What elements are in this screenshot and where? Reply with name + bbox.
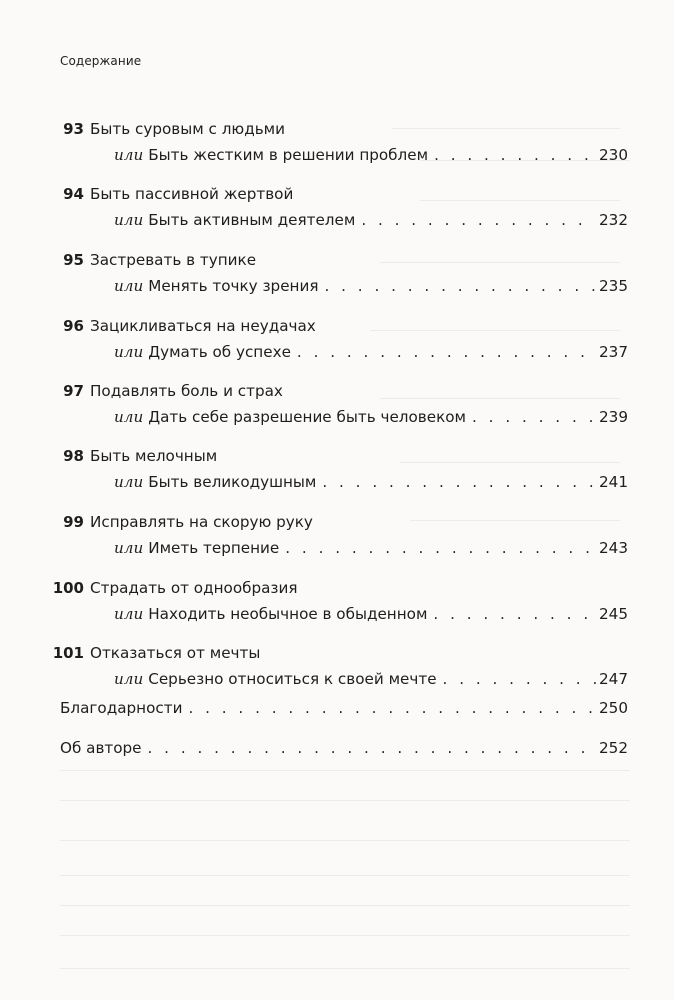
running-head: Содержание (60, 54, 142, 68)
chapter-alternative (114, 342, 628, 364)
chapter-number: 95 (63, 251, 84, 269)
or-word: или (114, 211, 144, 229)
page-number: 250 (599, 699, 628, 717)
alternative-title: Серьезно относиться к своей мечте (148, 670, 437, 688)
or-word: или (114, 473, 144, 491)
dot-leader (188, 698, 596, 718)
chapter-alternative (114, 407, 628, 429)
page-number: 245 (599, 605, 628, 623)
chapter-alternative (114, 472, 628, 494)
chapter-title: Исправлять на скорую руку (90, 513, 313, 531)
or-word: или (114, 277, 144, 295)
toc-entry (0, 446, 674, 504)
alternative-title: Быть великодушным (148, 473, 317, 491)
chapter-title: Страдать от однообразия (90, 579, 298, 597)
chapter-title: Застревать в тупике (90, 251, 257, 269)
back-matter-title: Благодарности (60, 699, 183, 717)
chapter-number: 94 (63, 185, 84, 203)
page-number: 230 (599, 146, 628, 164)
page-number: 243 (599, 539, 628, 557)
dot-leader (434, 145, 596, 165)
toc-back-matter-acknowledgements (60, 698, 628, 720)
or-word: или (114, 408, 144, 426)
chapter-number: 96 (63, 317, 84, 335)
toc-entry (0, 643, 674, 701)
alternative-title: Быть жестким в решении проблем (148, 146, 429, 164)
or-word: или (114, 605, 144, 623)
dot-leader (433, 604, 596, 624)
chapter-number: 101 (52, 644, 84, 662)
dot-leader (361, 210, 596, 230)
toc-entry (0, 381, 674, 439)
chapter-alternative (114, 145, 628, 167)
or-word: или (114, 343, 144, 361)
chapter-title: Быть мелочным (90, 447, 218, 465)
page-number: 252 (599, 739, 628, 757)
chapter-title: Зацикливаться на неудачах (90, 317, 316, 335)
alternative-title: Менять точку зрения (148, 277, 319, 295)
toc-back-matter-about-author (60, 738, 628, 760)
toc-entry (0, 578, 674, 636)
chapter-title: Отказаться от мечты (90, 644, 261, 662)
dot-leader (472, 407, 596, 427)
chapter-alternative (114, 604, 628, 626)
chapter-title: Быть суровым с людьми (90, 120, 285, 138)
or-word: или (114, 146, 144, 164)
chapter-number: 97 (63, 382, 84, 400)
alternative-title: Находить необычное в обыденном (148, 605, 428, 623)
dot-leader (148, 738, 596, 758)
dot-leader (443, 669, 596, 689)
or-word: или (114, 539, 144, 557)
chapter-alternative (114, 210, 628, 232)
dot-leader (297, 342, 596, 362)
page-number: 241 (599, 473, 628, 491)
chapter-title: Подавлять боль и страх (90, 382, 283, 400)
toc-entry (0, 250, 674, 308)
chapter-title: Быть пассивной жертвой (90, 185, 294, 203)
dot-leader (322, 472, 596, 492)
chapter-number: 98 (63, 447, 84, 465)
toc-entry (0, 119, 674, 177)
alternative-title: Быть активным деятелем (148, 211, 356, 229)
dot-leader (324, 276, 596, 296)
toc-entry (0, 512, 674, 570)
chapter-alternative (114, 276, 628, 298)
dot-leader (285, 538, 596, 558)
page-number: 235 (599, 277, 628, 295)
page-number: 232 (599, 211, 628, 229)
page-number: 247 (599, 670, 628, 688)
chapter-number: 93 (63, 120, 84, 138)
chapter-alternative (114, 538, 628, 560)
toc-entry (0, 316, 674, 374)
or-word: или (114, 670, 144, 688)
chapter-alternative (114, 669, 628, 691)
alternative-title: Дать себе разрешение быть человеком (148, 408, 467, 426)
alternative-title: Думать об успехе (148, 343, 291, 361)
page-number: 237 (599, 343, 628, 361)
chapter-number: 99 (63, 513, 84, 531)
toc-entry (0, 184, 674, 242)
back-matter-title: Об авторе (60, 739, 142, 757)
chapter-number: 100 (52, 579, 84, 597)
page-number: 239 (599, 408, 628, 426)
alternative-title: Иметь терпение (148, 539, 280, 557)
